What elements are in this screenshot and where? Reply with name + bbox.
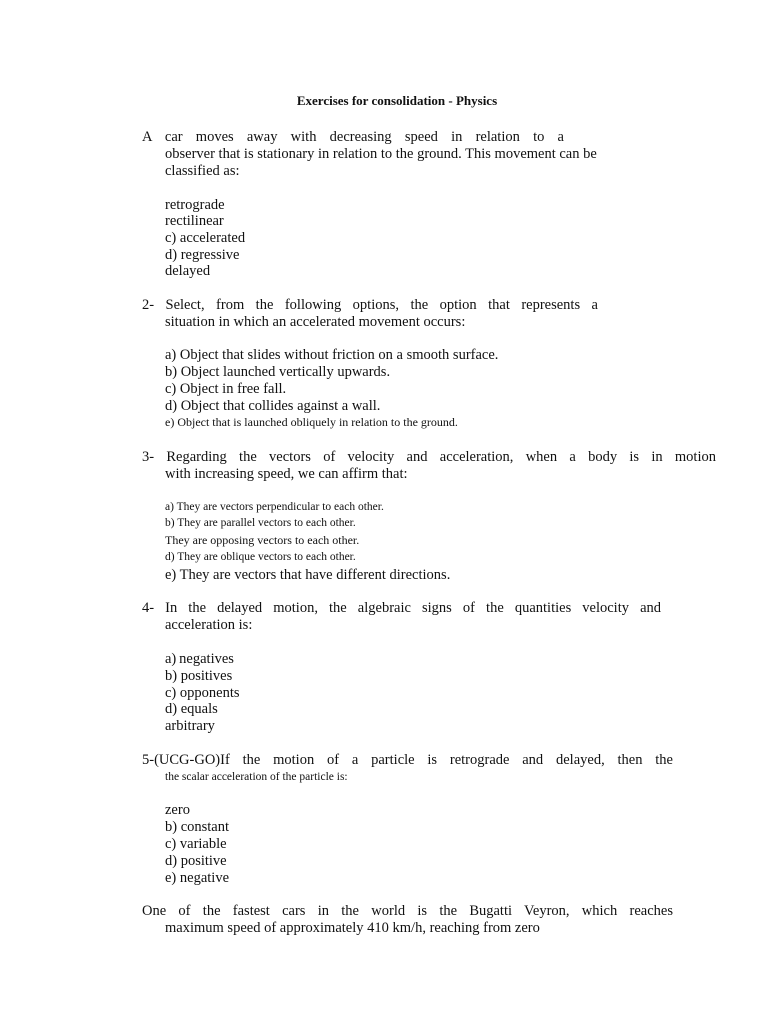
page-title: Exercises for consolidation - Physics xyxy=(296,93,498,108)
question-1-stem-line-3: classified as: xyxy=(165,163,240,179)
question-2-option-a: a) Object that slides without friction on a smooth surface. xyxy=(165,347,499,363)
question-4-stem-line-2: acceleration is: xyxy=(165,617,253,633)
question-3-option-b: b) They are parallel vectors to each other. xyxy=(165,517,356,529)
question-1-option-1: retrograde xyxy=(165,197,225,213)
question-1-option-5: delayed xyxy=(165,263,211,279)
question-4-stem-line-1: 4- In the delayed motion, the algebraic signs of the quantities velocity and xyxy=(142,600,661,616)
question-1-stem-line-2: observer that is stationary in relation to the ground. This movement can be xyxy=(165,146,597,162)
question-2-stem-line-1: 2- Select, from the following options, the option that represents a xyxy=(142,297,598,313)
question-5-option-b: b) constant xyxy=(165,819,230,835)
question-2-option-c: c) Object in free fall. xyxy=(165,381,287,397)
question-2-option-e: e) Object that is launched obliquely in relation to the ground. xyxy=(165,415,458,429)
question-4-option-a: a) negatives xyxy=(165,651,234,667)
question-4-option-e: arbitrary xyxy=(165,718,215,734)
question-1-option-3: c) accelerated xyxy=(165,230,246,246)
question-6-stem-line-1: One of the fastest cars in the world is the Bugatti Veyron, which reaches xyxy=(142,903,673,919)
question-4-option-c: c) opponents xyxy=(165,685,240,701)
question-3-option-d: d) They are oblique vectors to each other. xyxy=(165,551,356,563)
question-6-stem-line-2: maximum speed of approximately 410 km/h, reaching from zero xyxy=(165,920,540,936)
question-3-stem-line-1: 3- Regarding the vectors of velocity and acceleration, when a body is in motion xyxy=(142,449,716,465)
question-2-option-b: b) Object launched vertically upwards. xyxy=(165,364,391,380)
question-2-option-d: d) Object that collides against a wall. xyxy=(165,398,381,414)
question-5-option-a: zero xyxy=(165,802,190,818)
question-4-option-b: b) positives xyxy=(165,668,233,684)
question-5-option-c: c) variable xyxy=(165,836,227,852)
question-1-option-2: rectilinear xyxy=(165,213,224,229)
question-5-option-d: d) positive xyxy=(165,853,227,869)
question-3-option-e: e) They are vectors that have different directions. xyxy=(165,567,451,583)
question-3-stem-line-2: with increasing speed, we can affirm that: xyxy=(165,466,408,482)
question-3-option-a: a) They are vectors perpendicular to each other. xyxy=(165,501,384,513)
question-1-stem-line-1: A car moves away with decreasing speed in relation to a xyxy=(142,129,564,145)
question-5-option-e: e) negative xyxy=(165,870,230,886)
question-4-option-d: d) equals xyxy=(165,701,218,717)
question-5-stem-line-2: the scalar acceleration of the particle is: xyxy=(165,771,348,783)
question-3-option-c: They are opposing vectors to each other. xyxy=(165,533,360,547)
question-1-option-4: d) regressive xyxy=(165,247,240,263)
question-5-stem-line-1: 5-(UCG-GO)If the motion of a particle is retrograde and delayed, then the xyxy=(142,752,673,768)
question-2-stem-line-2: situation in which an accelerated movement occurs: xyxy=(165,314,466,330)
